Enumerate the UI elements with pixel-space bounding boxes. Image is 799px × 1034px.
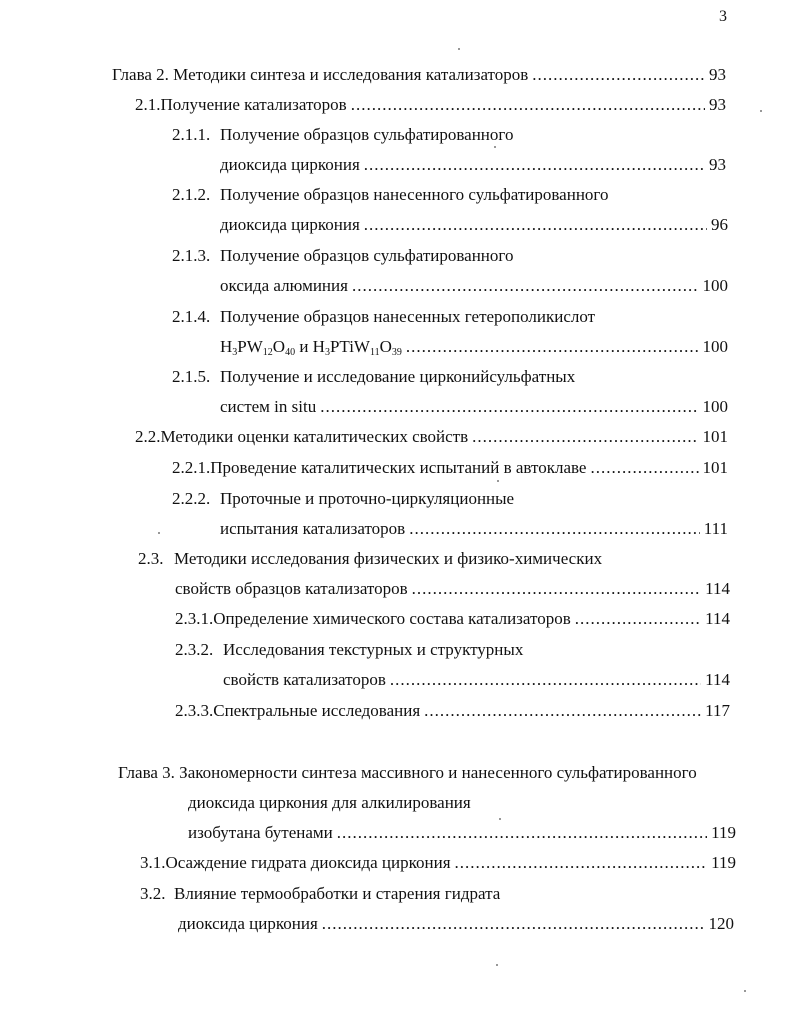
toc-section-2-3[interactable] — [138, 548, 738, 570]
toc-page: 96 — [711, 215, 728, 234]
dot-leader — [575, 608, 701, 630]
toc-section-3-1[interactable] — [140, 852, 736, 874]
scan-speck — [497, 480, 499, 482]
toc-title: Глава 2. Методики синтеза и исследования катализаторов — [112, 65, 529, 84]
toc-section-2-3-1[interactable] — [175, 608, 730, 630]
toc-section-2-3-cont[interactable] — [175, 578, 730, 600]
toc-number: 2.3.2. — [175, 640, 214, 659]
dot-leader — [390, 669, 701, 691]
toc-title: Проточные и проточно-циркуляционные — [220, 489, 515, 508]
toc-number: 2.1.2. — [172, 185, 211, 204]
toc-number: 2.1.1. — [172, 125, 211, 144]
toc-page: 117 — [705, 701, 730, 720]
dot-leader — [455, 852, 708, 874]
toc-page: 100 — [702, 397, 728, 416]
toc-number: 2.3. — [138, 549, 164, 568]
toc-title: Методики оценки каталитических свойств — [160, 427, 469, 446]
toc-page: 100 — [702, 337, 728, 356]
toc-title: диоксида циркония для алкилирования — [188, 793, 471, 812]
dot-leader — [337, 822, 707, 844]
dot-leader — [409, 518, 700, 540]
toc-page: 114 — [705, 609, 730, 628]
toc-section-2-2-2[interactable] — [172, 488, 732, 510]
toc-page: 119 — [711, 823, 736, 842]
toc-section-2-1-1-cont[interactable] — [220, 154, 726, 176]
toc-number: 2.1.4. — [172, 307, 211, 326]
toc-title: Получение образцов нанесенного сульфатированного — [220, 185, 609, 204]
toc-section-2-1-3-cont[interactable] — [220, 275, 728, 297]
dot-leader — [406, 336, 699, 358]
toc-chapter-3[interactable] — [118, 762, 748, 784]
toc-page: 101 — [702, 458, 728, 477]
toc-title: диоксида циркония — [220, 155, 360, 174]
toc-section-2-1-2[interactable] — [172, 184, 732, 206]
toc-page: 93 — [709, 155, 726, 174]
toc-section-2-1-3[interactable] — [172, 245, 732, 267]
toc-section-2-2-2-cont[interactable] — [220, 518, 728, 540]
toc-page: 93 — [709, 65, 726, 84]
toc-number: 2.1.5. — [172, 367, 211, 386]
toc-number: 2.3.1. — [175, 609, 214, 628]
toc-section-2-1-1[interactable] — [172, 124, 732, 146]
toc-page: 119 — [711, 853, 736, 872]
toc-number: 2.2.2. — [172, 489, 211, 508]
toc-page: 111 — [703, 519, 728, 538]
toc-number: 2.2. — [135, 427, 161, 446]
dot-leader — [351, 94, 705, 116]
toc-section-2-2[interactable] — [135, 426, 728, 448]
toc-title: Спектральные исследования — [213, 701, 421, 720]
toc-section-2-1-5-cont[interactable] — [220, 396, 728, 418]
toc-title: Исследования текстурных и структурных — [223, 640, 524, 659]
scan-speck — [760, 110, 762, 112]
dot-leader — [424, 700, 701, 722]
toc-section-2-1-4-cont[interactable] — [220, 336, 728, 358]
toc-section-2-1-4[interactable] — [172, 306, 732, 328]
dot-leader — [532, 64, 705, 86]
toc-title: испытания катализаторов — [220, 519, 406, 538]
scan-speck — [158, 532, 160, 534]
toc-chapter-3-cont-2[interactable] — [188, 822, 736, 844]
toc-title: Получение образцов сульфатированного — [220, 125, 514, 144]
dot-leader — [320, 396, 698, 418]
toc-section-2-3-3[interactable] — [175, 700, 730, 722]
toc-page: 100 — [702, 276, 728, 295]
toc-number: 2.1.3. — [172, 246, 211, 265]
scan-speck — [494, 146, 496, 148]
dot-leader — [364, 154, 705, 176]
scan-speck — [496, 964, 498, 966]
toc-title: свойств катализаторов — [223, 670, 386, 689]
toc-title: Получение и исследование цирконийсульфатных — [220, 367, 576, 386]
toc-page: 101 — [702, 427, 728, 446]
toc-title: систем in situ — [220, 397, 317, 416]
toc-section-2-1[interactable] — [135, 94, 726, 116]
toc-title: Методики исследования физических и физико-химических — [174, 549, 603, 568]
toc-section-2-3-2[interactable] — [175, 639, 730, 661]
toc-chapter-3-cont-1[interactable] — [188, 792, 728, 814]
toc-title: свойств образцов катализаторов — [175, 579, 408, 598]
toc-title: Влияние термообработки и старения гидрата — [174, 884, 501, 903]
scan-speck — [744, 990, 746, 992]
toc-section-2-1-5[interactable] — [172, 366, 732, 388]
dot-leader — [364, 214, 707, 236]
toc-number: 3.1. — [140, 853, 166, 872]
toc-section-2-1-2-cont[interactable] — [220, 214, 728, 236]
toc-title: диоксида циркония — [220, 215, 360, 234]
toc-number: 2.2.1. — [172, 458, 211, 477]
toc-title: оксида алюминия — [220, 276, 348, 295]
scan-speck — [499, 818, 501, 820]
toc-section-3-2-cont[interactable] — [178, 913, 734, 935]
toc-title: Получение катализаторов — [160, 95, 347, 114]
toc-title: Определение химического состава катализаторов — [213, 609, 571, 628]
dot-leader — [472, 426, 698, 448]
toc-title: Осаждение гидрата диоксида циркония — [165, 853, 451, 872]
toc-page: 93 — [709, 95, 726, 114]
toc-page: 120 — [708, 914, 734, 933]
scan-speck — [458, 48, 460, 50]
toc-chapter-2[interactable] — [112, 64, 726, 86]
toc-section-2-3-2-cont[interactable] — [223, 669, 730, 691]
dot-leader — [352, 275, 699, 297]
toc-title: Глава 3. Закономерности синтеза массивного и нанесенного сульфатированного — [118, 763, 697, 782]
page-number: 3 — [719, 8, 727, 25]
heteropolyacid-formula: $H_3PW_{12}O_{40}$ и $H_3PTiW_{11}O_{39}$ — [220, 337, 402, 358]
toc-section-2-2-1[interactable] — [172, 457, 728, 479]
toc-title: изобутана бутенами — [188, 823, 333, 842]
dot-leader — [412, 578, 701, 600]
toc-title: диоксида циркония — [178, 914, 318, 933]
toc-page: 114 — [705, 579, 730, 598]
toc-title: Проведение каталитических испытаний в автоклаве — [210, 458, 587, 477]
toc-number: 3.2. — [140, 884, 166, 903]
toc-number: 2.3.3. — [175, 701, 214, 720]
toc-title: Получение образцов сульфатированного — [220, 246, 514, 265]
toc-section-3-2[interactable] — [140, 883, 736, 905]
toc-number: 2.1. — [135, 95, 161, 114]
dot-leader — [590, 457, 698, 479]
toc-title: Получение образцов нанесенных гетерополикислот — [220, 307, 596, 326]
toc-page: 114 — [705, 670, 730, 689]
dot-leader — [322, 913, 705, 935]
